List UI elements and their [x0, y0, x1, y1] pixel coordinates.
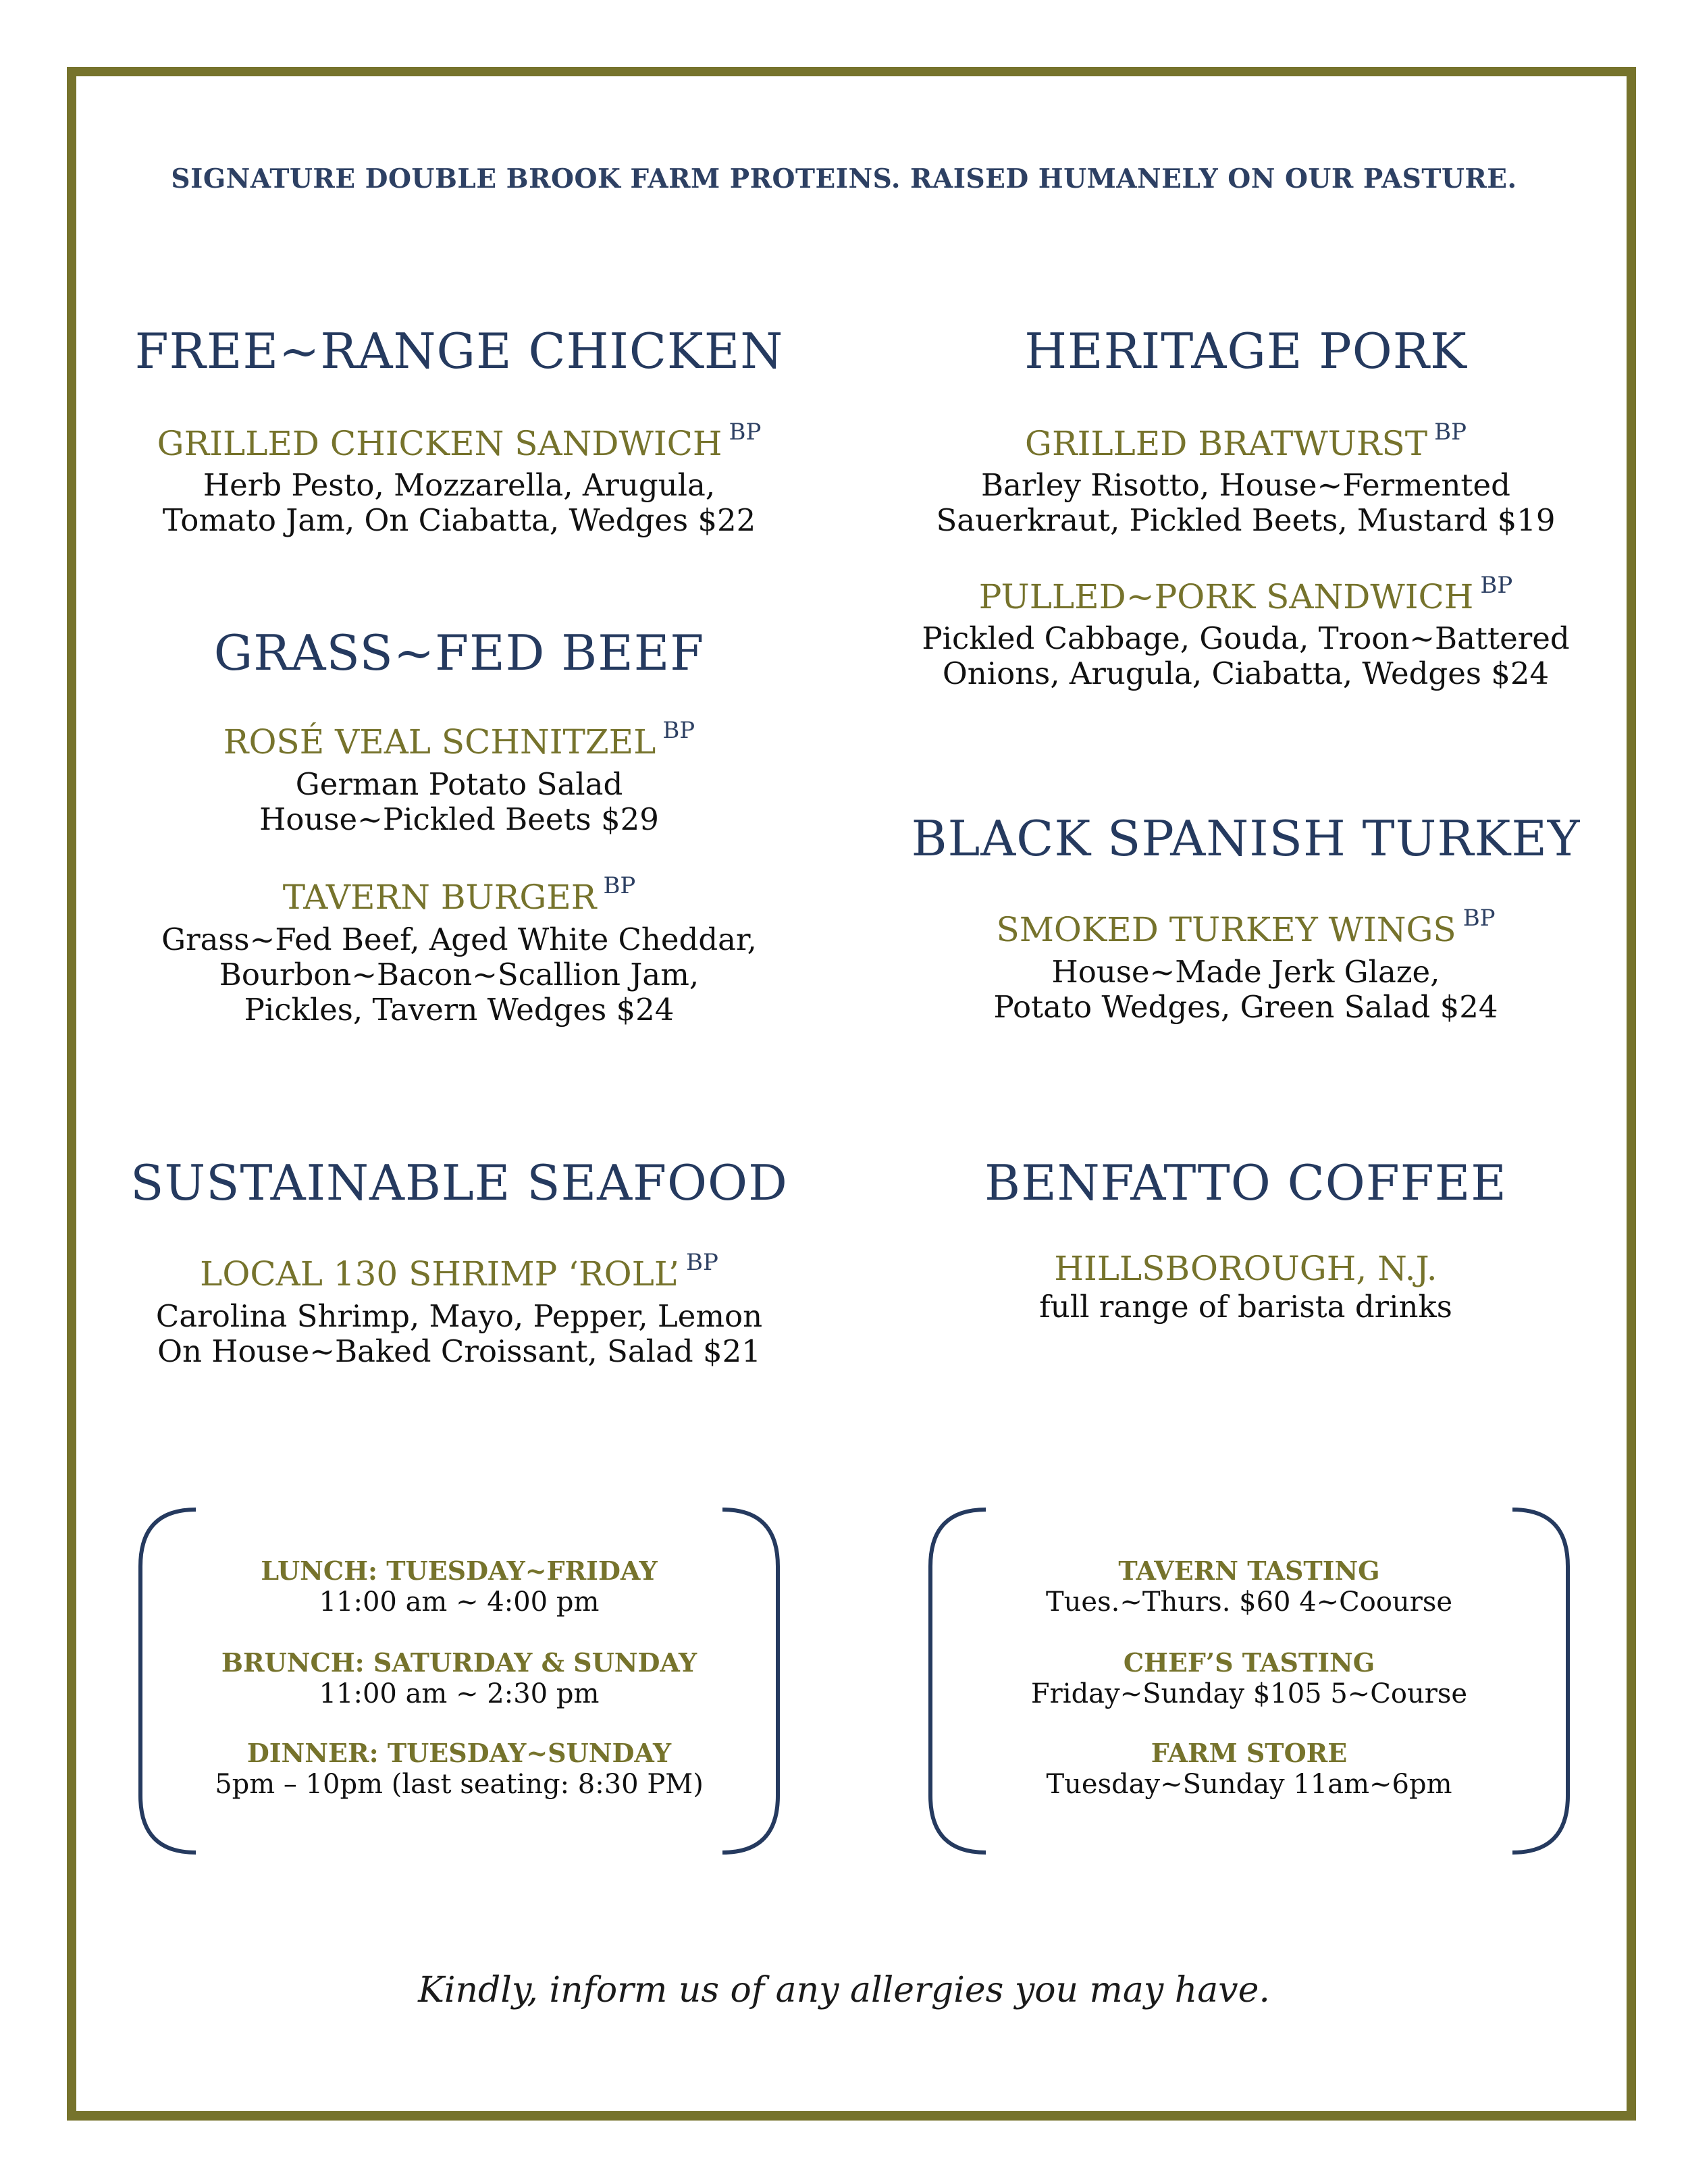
- bp-tag: BP: [1434, 419, 1467, 446]
- bp-tag: BP: [685, 1249, 718, 1276]
- menu-item-desc-line: Pickled Cabbage, Gouda, Troon~Battered: [922, 620, 1570, 656]
- tasting-label: CHEF’S TASTING: [1123, 1647, 1375, 1678]
- menu-item-desc-line: Carolina Shrimp, Mayo, Pepper, Lemon: [155, 1298, 763, 1334]
- tasting-value: Tues.~Thurs. $60 4~Coourse: [1045, 1587, 1453, 1618]
- tasting-value: Friday~Sunday $105 5~Course: [1030, 1678, 1468, 1709]
- menu-item-desc-line: Onions, Arugula, Ciabatta, Wedges $24: [942, 656, 1550, 691]
- allergy-note: Kindly, inform us of any allergies you may have.: [418, 1970, 1270, 2010]
- hours-label: BRUNCH: SATURDAY & SUNDAY: [221, 1647, 697, 1678]
- menu-item-name: GRILLED CHICKEN SANDWICH $^{BP}$: [157, 419, 762, 463]
- section-title-coffee: BENFATTO COFFEE: [984, 1154, 1507, 1211]
- menu-item-name: TAVERN BURGER $^{BP}$: [282, 872, 636, 917]
- tasting-value: Tuesday~Sunday 11am~6pm: [1046, 1769, 1452, 1800]
- section-title-turkey: BLACK SPANISH TURKEY: [911, 810, 1581, 867]
- tasting-label: FARM STORE: [1151, 1738, 1348, 1768]
- bp-tag: BP: [1462, 905, 1496, 932]
- menu-item-name: GRILLED BRATWURST $^{BP}$: [1025, 419, 1467, 463]
- hours-value: 5pm – 10pm (last seating: 8:30 PM): [215, 1769, 704, 1800]
- section-title-chicken: FREE~RANGE CHICKEN: [134, 323, 784, 379]
- bp-tag: BP: [1480, 572, 1513, 599]
- hours-label: LUNCH: TUESDAY~FRIDAY: [261, 1555, 658, 1586]
- section-title-pork: HERITAGE PORK: [1024, 323, 1467, 379]
- menu-item-name: LOCAL 130 SHRIMP ‘ROLL’ $^{BP}$: [200, 1249, 718, 1294]
- bp-tag: BP: [662, 717, 695, 744]
- menu-item-desc-line: German Potato Salad: [295, 766, 623, 802]
- menu-item-desc-line: House~Made Jerk Glaze,: [1051, 954, 1440, 990]
- section-title-beef: GRASS~FED BEEF: [213, 624, 705, 681]
- menu-item-desc-line: Bourbon~Bacon~Scallion Jam,: [219, 957, 700, 992]
- tagline: SIGNATURE DOUBLE BROOK FARM PROTEINS. RAISED HUMANELY ON OUR PASTURE.: [171, 163, 1517, 194]
- section-title-seafood: SUSTAINABLE SEAFOOD: [130, 1154, 788, 1211]
- menu-item-desc-line: Herb Pesto, Mozzarella, Arugula,: [203, 467, 716, 503]
- menu-item-desc-line: Pickles, Tavern Wedges $24: [244, 992, 675, 1028]
- menu-item-desc-line: Sauerkraut, Pickled Beets, Mustard $19: [936, 502, 1556, 538]
- menu-item-name: SMOKED TURKEY WINGS $^{BP}$: [996, 905, 1496, 949]
- menu-item-desc-line: Tomato Jam, On Ciabatta, Wedges $22: [162, 502, 756, 538]
- coffee-note: full range of barista drinks: [1039, 1289, 1452, 1325]
- coffee-location: HILLSBOROUGH, N.J.: [1054, 1249, 1438, 1288]
- menu-item-desc-line: Barley Risotto, House~Fermented: [981, 467, 1510, 503]
- tasting-label: TAVERN TASTING: [1118, 1555, 1380, 1586]
- hours-value: 11:00 am ~ 2:30 pm: [319, 1678, 600, 1709]
- bp-tag: BP: [603, 872, 636, 899]
- hours-value: 11:00 am ~ 4:00 pm: [319, 1587, 600, 1618]
- bp-tag: BP: [729, 419, 762, 446]
- menu-item-desc-line: House~Pickled Beets $29: [259, 801, 659, 837]
- menu-item-name: ROSÉ VEAL SCHNITZEL $^{BP}$: [223, 717, 695, 762]
- hours-label: DINNER: TUESDAY~SUNDAY: [246, 1738, 672, 1768]
- menu-item-desc-line: Potato Wedges, Green Salad $24: [993, 989, 1498, 1025]
- menu-item-desc-line: On House~Baked Croissant, Salad $21: [157, 1333, 761, 1369]
- menu-item-name: PULLED~PORK SANDWICH $^{BP}$: [978, 572, 1513, 616]
- menu-item-desc-line: Grass~Fed Beef, Aged White Cheddar,: [161, 922, 757, 957]
